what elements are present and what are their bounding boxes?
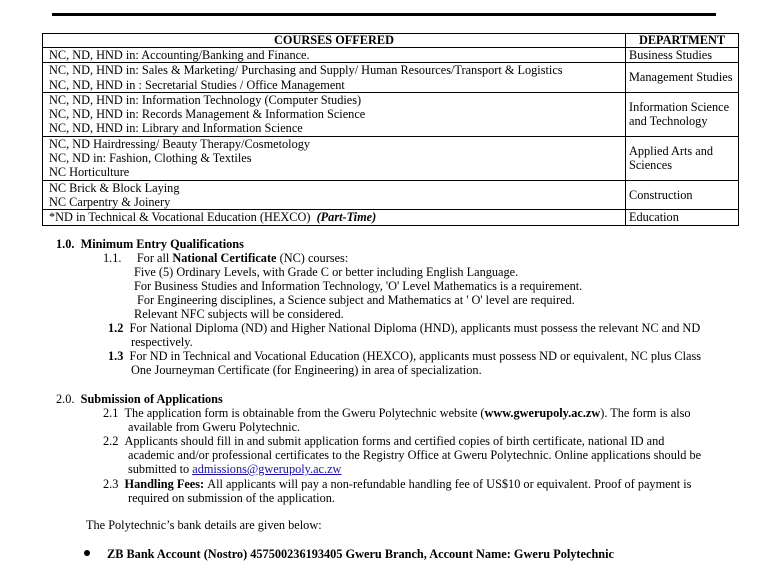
item-2-1-line — [103, 406, 691, 420]
item-line: For Engineering disciplines, a Science subject and Mathematics at ' O' level are required. — [137, 293, 575, 307]
courses-cell — [43, 63, 626, 93]
item-2-2-email-line — [128, 462, 341, 476]
courses-cell — [43, 48, 626, 63]
item-1-3-line — [108, 349, 701, 363]
department-cell: Business Studies — [626, 48, 739, 63]
item-text: (NC) courses: — [279, 251, 349, 265]
item-line: respectively. — [131, 335, 193, 349]
bank-account-text: ZB Bank Account (Nostro) 457500236193405 Gweru Branch, Account Name: Gweru Polytechnic — [107, 547, 614, 561]
top-rule — [52, 13, 716, 16]
item-text: For National Diploma (ND) and Higher National Diploma (HND), applicants must possess the relevant NC and ND — [129, 321, 701, 335]
department-cell: Education — [626, 210, 739, 225]
courses-cell — [43, 210, 626, 225]
item-text: The application form is obtainable from the Gweru Polytechnic website ( — [124, 406, 485, 420]
item-line: One Journeyman Certificate (for Engineering) in area of specialization. — [131, 363, 482, 377]
item-number: 2.1 — [103, 406, 119, 420]
item-1-2-line — [108, 321, 700, 335]
course-line: NC, ND in: Fashion, Clothing & Textiles — [49, 151, 252, 166]
department-cell: Information Science and Technology — [626, 92, 739, 136]
item-number: 2.3 — [103, 477, 119, 491]
section-title: Submission of Applications — [80, 392, 223, 406]
course-line: NC, ND, HND in: Library and Information Science — [49, 121, 303, 136]
table-row — [43, 136, 739, 180]
courses-table — [42, 33, 739, 226]
bank-intro-text: The Polytechnic’s bank details are given below: — [86, 518, 322, 532]
section-title: Minimum Entry Qualifications — [80, 237, 244, 251]
course-line: NC Horticulture — [49, 165, 130, 180]
course-line: NC Carpentry & Joinery — [49, 194, 171, 209]
item-text: For all — [136, 251, 170, 265]
course-line: *ND in Technical & Vocational Education (HEXCO) — [49, 210, 311, 225]
table-row — [43, 48, 739, 63]
department-cell: Applied Arts and Sciences — [626, 136, 739, 180]
item-text: ). The form is also — [600, 406, 691, 420]
item-text: Applicants should fill in and submit application forms and certified copies of birth certificate, national ID and — [124, 434, 665, 448]
courses-cell — [43, 180, 626, 210]
item-line: Relevant NFC subjects will be considered. — [134, 307, 344, 321]
table-row — [43, 63, 739, 93]
section-number: 2.0. — [56, 392, 75, 406]
department-cell: Construction — [626, 180, 739, 210]
course-line: NC, ND, HND in : Secretarial Studies / Office Management — [49, 77, 345, 92]
item-text: For ND in Technical and Vocational Education (HEXCO), applicants must possess ND or equivalent, NC plus Class — [129, 349, 702, 363]
website-text: www.gwerupoly.ac.zw — [484, 406, 601, 420]
item-1-1-line — [103, 251, 348, 265]
course-line: NC Brick & Block Laying — [49, 180, 180, 195]
item-line: available from Gweru Polytechnic. — [128, 420, 301, 434]
item-number: 1.1. — [103, 251, 122, 265]
course-line: NC, ND, HND in: Information Technology (Computer Studies) — [49, 92, 362, 107]
section-1-heading — [56, 237, 244, 251]
course-line: NC, ND, HND in: Sales & Marketing/ Purchasing and Supply/ Human Resources/Transport & Logistics — [49, 63, 563, 78]
table-row — [43, 180, 739, 210]
item-text: All applicants will pay a non-refundable handling fee of US$10 or equivalent. Proof of payment is — [207, 477, 692, 491]
header-department: DEPARTMENT — [626, 34, 739, 48]
header-courses-offered: COURSES OFFERED — [43, 34, 626, 48]
item-line: Five (5) Ordinary Levels, with Grade C or better including English Language. — [134, 265, 519, 279]
item-number: 2.2 — [103, 434, 119, 448]
item-line: For Business Studies and Information Technology, 'O' Level Mathematics is a requirement. — [134, 279, 583, 293]
courses-cell — [43, 136, 626, 180]
item-line: required on submission of the application. — [128, 491, 335, 505]
item-text: submitted to — [128, 462, 190, 476]
item-2-3-line — [103, 477, 691, 491]
item-bold-text: Handling Fees: — [124, 477, 205, 491]
item-number: 1.2 — [108, 321, 124, 335]
bullet-icon — [84, 550, 90, 556]
item-number: 1.3 — [108, 349, 124, 363]
course-line: NC, ND, HND in: Accounting/Banking and Finance. — [49, 48, 310, 62]
table-row — [43, 92, 739, 136]
admissions-email-link[interactable]: admissions@gwerupoly.ac.zw — [192, 462, 342, 476]
item-bold-text: National Certificate — [172, 251, 277, 265]
course-line: NC, ND Hairdressing/ Beauty Therapy/Cosmetology — [49, 136, 311, 151]
item-line: academic and/or professional certificates to the Registry Office at Gweru Polytechnic. Online applications should be — [128, 448, 702, 462]
department-cell: Management Studies — [626, 63, 739, 93]
item-2-2-line — [103, 434, 664, 448]
section-number: 1.0. — [56, 237, 75, 251]
courses-cell — [43, 92, 626, 136]
table-row — [43, 210, 739, 225]
part-time-label: (Part-Time) — [316, 210, 377, 225]
table-header-row — [43, 34, 739, 48]
section-2-heading — [56, 392, 223, 406]
course-line: NC, ND, HND in: Records Management & Information Science — [49, 107, 366, 122]
